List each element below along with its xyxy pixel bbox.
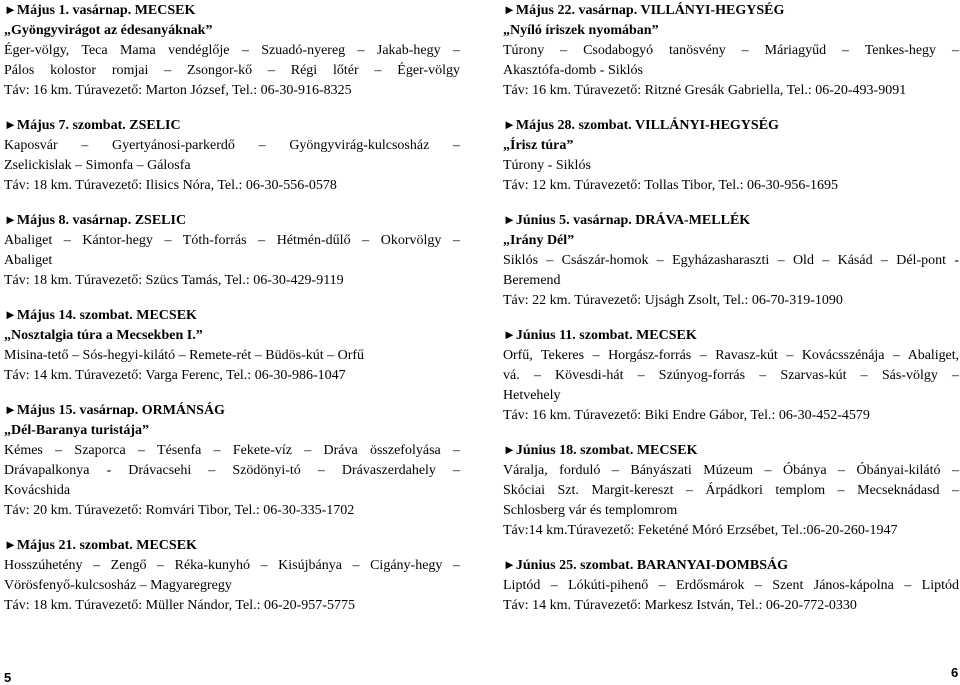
tour-distance-guide: Táv: 16 km. Túravezető: Ritzné Gresák Gabriella, Tel.: 06-20-493-9091 xyxy=(503,83,907,98)
tour-route-line: Kovácshida xyxy=(4,483,71,498)
arrow-right-icon: ► xyxy=(503,212,516,227)
tour-date-region: Június 25. szombat. BARANYAI-DOMBSÁG xyxy=(515,558,789,573)
tour-distance-guide: Táv: 16 km. Túravezető: Biki Endre Gábor, Tel.: 06-30-452-4579 xyxy=(503,408,870,423)
arrow-right-icon: ► xyxy=(4,402,17,417)
tour-entry xyxy=(503,555,959,616)
tour-title: „Nyíló íriszek nyomában” xyxy=(503,23,659,38)
tour-route-line: Kaposvár – Gyertyánosi-parkerdő – Gyöngyvirág-kulcsosház – xyxy=(4,138,460,153)
tour-entry xyxy=(4,210,460,291)
tour-route-line: Váralja, forduló – Bányászati Múzeum – Óbánya – Óbányai-kilátó – xyxy=(503,463,959,478)
tour-date-region: Június 18. szombat. MECSEK xyxy=(515,443,698,458)
tour-distance-guide: Táv: 20 km. Túravezető: Romvári Tibor, Tel.: 06-30-335-1702 xyxy=(4,503,355,518)
arrow-right-icon: ► xyxy=(503,2,516,17)
tour-distance-guide: Táv: 16 km. Túravezető: Marton József, Tel.: 06-30-916-8325 xyxy=(4,83,352,98)
tour-title: „Írisz túra” xyxy=(503,138,574,153)
tour-heading xyxy=(503,210,959,231)
arrow-right-icon: ► xyxy=(503,117,516,132)
tour-title: „Nosztalgia túra a Mecsekben I.” xyxy=(4,328,203,343)
tour-date-region: Május 28. szombat. VILLÁNYI-HEGYSÉG xyxy=(515,118,779,133)
tour-entry xyxy=(503,0,959,101)
tour-route-line: Liptód – Lókúti-pihenő – Erdősmárok – Szent János-kápolna – Liptód xyxy=(503,578,959,593)
tour-date-region: Május 14. szombat. MECSEK xyxy=(16,308,197,323)
tour-date-region: Május 8. vasárnap. ZSELIC xyxy=(16,213,187,228)
tour-entry xyxy=(503,325,959,426)
tour-route-line: Beremend xyxy=(503,273,561,288)
tour-entry xyxy=(503,210,959,311)
tour-route-line: Hosszúhetény – Zengő – Réka-kunyhó – Kisújbánya – Cigány-hegy – xyxy=(4,558,460,573)
arrow-right-icon: ► xyxy=(4,212,17,227)
tour-route-line: Éger-völgy, Teca Mama vendéglője – Szuadó-nyereg – Jakab-hegy – xyxy=(4,43,460,58)
tour-route-line: Túrony - Siklós xyxy=(503,158,591,173)
tour-route-line: Hetvehely xyxy=(503,388,561,403)
tour-distance-guide: Táv:14 km.Túravezető: Feketéné Móró Erzsébet, Tel.:06-20-260-1947 xyxy=(503,523,898,538)
tour-date-region: Május 7. szombat. ZSELIC xyxy=(16,118,181,133)
tour-distance-guide: Táv: 22 km. Túravezető: Ujságh Zsolt, Tel.: 06-70-319-1090 xyxy=(503,293,843,308)
arrow-right-icon: ► xyxy=(4,307,17,322)
tour-date-region: Május 1. vasárnap. MECSEK xyxy=(16,3,196,18)
tour-heading xyxy=(4,0,460,21)
tour-date-region: Május 22. vasárnap. VILLÁNYI-HEGYSÉG xyxy=(515,3,785,18)
tour-title: „Irány Dél” xyxy=(503,233,575,248)
tour-entry xyxy=(4,0,460,101)
arrow-right-icon: ► xyxy=(4,537,17,552)
tour-route-line: vá. – Kövesdi-hát – Szúnyog-forrás – Szarvas-kút – Sás-völgy – xyxy=(503,368,959,383)
tour-route-line: Schlosberg vár és templomrom xyxy=(503,503,678,518)
tour-distance-guide: Táv: 14 km. Túravezető: Markesz István, Tel.: 06-20-772-0330 xyxy=(503,598,857,613)
tour-route-line: Abaliget xyxy=(4,253,53,268)
tour-route-line: Pálos kolostor romjai – Zsongor-kő – Régi lőtér – Éger-völgy xyxy=(4,63,460,78)
tour-heading xyxy=(4,400,460,421)
tour-route-line: Akasztófa-domb - Siklós xyxy=(503,63,643,78)
tour-distance-guide: Táv: 18 km. Túravezető: Ilisics Nóra, Tel.: 06-30-556-0578 xyxy=(4,178,337,193)
tour-route-line: Zselickislak – Simonfa – Gálosfa xyxy=(4,158,191,173)
arrow-right-icon: ► xyxy=(4,117,17,132)
page-number-left: 5 xyxy=(4,670,12,685)
tour-distance-guide: Táv: 18 km. Túravezető: Müller Nándor, Tel.: 06-20-957-5775 xyxy=(4,598,355,613)
arrow-right-icon: ► xyxy=(4,2,17,17)
tour-distance-guide: Táv: 14 km. Túravezető: Varga Ferenc, Tel.: 06-30-986-1047 xyxy=(4,368,346,383)
tour-title: „Dél-Baranya turistája” xyxy=(4,423,150,438)
tour-route-line: Orfű, Tekeres – Horgász-forrás – Ravasz-kút – Kovácsszénája – Abaliget, xyxy=(503,348,959,363)
tour-route-line: Vörösfenyő-kulcsosház – Magyaregregy xyxy=(4,578,232,593)
tour-entry xyxy=(503,115,959,196)
tour-heading xyxy=(503,555,959,576)
tour-heading xyxy=(503,115,959,136)
tour-heading xyxy=(4,305,460,326)
tour-route-line: Misina-tető – Sós-hegyi-kilátó – Remete-rét – Büdös-kút – Orfű xyxy=(4,348,365,363)
tour-title: „Gyöngyvirágot az édesanyáknak” xyxy=(4,23,213,38)
tour-distance-guide: Táv: 18 km. Túravezető: Szücs Tamás, Tel.: 06-30-429-9119 xyxy=(4,273,344,288)
tour-route-line: Abaliget – Kántor-hegy – Tóth-forrás – Hétmén-dűlő – Okorvölgy – xyxy=(4,233,460,248)
arrow-right-icon: ► xyxy=(503,442,516,457)
tour-heading xyxy=(503,440,959,461)
tour-entry xyxy=(4,305,460,386)
tour-entry xyxy=(4,115,460,196)
tour-date-region: Május 21. szombat. MECSEK xyxy=(16,538,197,553)
tour-heading xyxy=(503,0,959,21)
tour-entry xyxy=(503,440,959,541)
tour-date-region: Június 5. vasárnap. DRÁVA-MELLÉK xyxy=(515,213,751,228)
tour-heading xyxy=(4,535,460,556)
tour-route-line: Drávapalkonya - Drávacsehi – Szödönyi-tó – Drávaszerdahely – xyxy=(4,463,460,478)
tour-route-line: Túrony – Csodabogyó tanösvény – Máriagyűd – Tenkes-hegy – xyxy=(503,43,959,58)
tour-route-line: Kémes – Szaporca – Tésenfa – Fekete-víz – Dráva összefolyása – xyxy=(4,443,460,458)
tour-entry xyxy=(4,400,460,521)
page-number-right: 6 xyxy=(951,665,959,680)
left-page-column xyxy=(4,0,460,685)
tour-heading xyxy=(4,210,460,231)
tour-distance-guide: Táv: 12 km. Túravezető: Tollas Tibor, Tel.: 06-30-956-1695 xyxy=(503,178,839,193)
tour-heading xyxy=(503,325,959,346)
arrow-right-icon: ► xyxy=(503,557,516,572)
tour-heading xyxy=(4,115,460,136)
tour-entry xyxy=(4,535,460,616)
tour-route-line: Skóciai Szt. Margit-kereszt – Árpádkori templom – Mecseknádasd – xyxy=(503,483,959,498)
right-page-column xyxy=(503,0,959,685)
arrow-right-icon: ► xyxy=(503,327,516,342)
tour-date-region: Május 15. vasárnap. ORMÁNSÁG xyxy=(16,403,225,418)
tour-date-region: Június 11. szombat. MECSEK xyxy=(515,328,697,343)
tour-route-line: Siklós – Császár-homok – Egyházasharaszti – Old – Kásád – Dél-pont - xyxy=(503,253,959,268)
